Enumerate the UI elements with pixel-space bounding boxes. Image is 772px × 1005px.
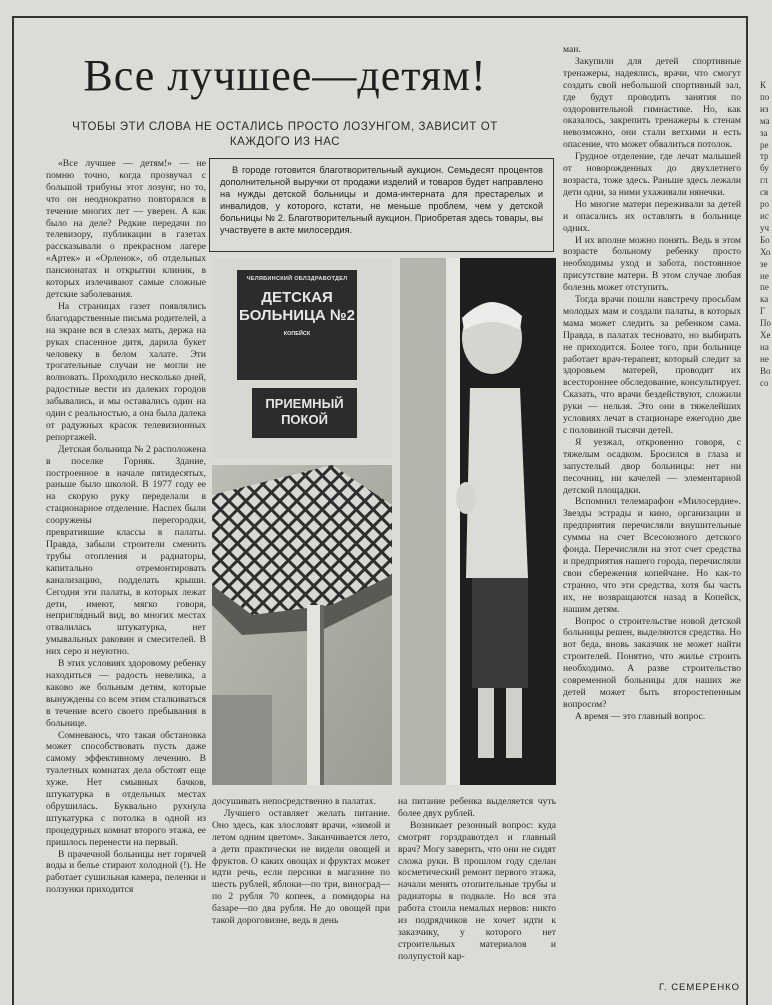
paragraph: Закупили для детей спортивные тренажеры, надеялись, врачи, что смогут создать свой небольшой спортивный зал, где будут проводить занятия по оздоровительной гимнастике. Но, как оказалось, закрепить тренажеры к стенам невозможно, они стали ветхими и есть опасение, что может обвалиться потолок. (563, 55, 741, 151)
paragraph: На страницах газет появлялись благодарственные письма родителей, а на экране вся в слезах мать, держа на руках спасенное дитя, дарила букет человеку в белом халате. Эти трогательные случаи не могли не волновать. Проходило несколько дней, радостные вести из далеких городов забывались, и мы оставались один на один с реальностью, а она была далека от радужных красок телевизионных репортажей. (46, 300, 206, 443)
article-column-4 (563, 44, 741, 974)
paragraph: Вспомнил телемарафон «Милосердие». Звезды эстрады и кино, организации и предприятия перечисляли внушительные суммы на счет Всесоюзного детского фонда. Перечисляли на этот счет средства и предприятия нашего города, перечисляли свои сбережения копейчане. Но как-то странно, что эти средства, хотя бы часть их, не возвращаются назад в Копейск, нашим детям. (563, 496, 741, 615)
paragraph: Сомневаюсь, что такая обстановка может способствовать пусть даже самому эффективному лечению. В туалетных комнатах дела обстоят еще хуже. Нет смывных бачков, штукатурка в отдельных местах обрушилась. Буквально рухнула штукатурка с потолка в одной из процедурных комнат второго этажа, ее пришлось перенести на первый. (46, 729, 206, 848)
paragraph: А время — это главный вопрос. (575, 710, 706, 722)
paragraph: В прачечной больницы нет горячей воды и белье стирают холодной (!). Не работает сушильная камера, пеленки и ползунки приходится (46, 848, 206, 896)
photo-broken-ceiling (212, 465, 392, 785)
paragraph: досушивать непосредственно в палатах. (212, 796, 376, 807)
paragraph: Тогда врачи пошли навстречу просьбам молодых мам и создали палаты, в которых мама может следить за ребенком сама. Правда, в палатах тесновато, но выбирать не приходится. Более того, при больнице работает врач-терапевт, который следит за здоровьем матерей, проводит их всестороннее обследование, консультирует. Сказать, что врачи бездействуют, сложили руки — нельзя. Это они в тяжелейших условиях лечат в стационаре ежегодно две с половиной тысячи детей. (563, 294, 741, 436)
paragraph: В этих условиях здоровому ребенку находиться — радость невелика, а каково же больным детям, которые вынуждены со всем этим сталкиваться в течение всего своего пребывания в больнице. (46, 658, 206, 729)
article-column-3 (398, 796, 556, 1003)
paragraph: «Все лучшее — детям!» — не помню точно, когда прозвучал с большой трибуны этот лозунг, но то, что он неоднократно повторялся в течение многих лет — уверен. А как было на деле? Редкие передачи по телевизору, публикации в газетах рассказывали о прекрасном лагере «Артек» и «Орленок», об отдельных пансионатах и открытии клиник, в которых излечивают самые сложные детские заболевания. (46, 158, 206, 300)
top-rule (12, 16, 748, 18)
paragraph: Детская больница № 2 расположена в поселке Горняк. Здание, построенное в начале пятидесятых, раньше было школой. В 1977 году ее на скорую руку переделали в стационарное отделение. Наспех были сооружены перегородки, превратившие классы в палаты. Правда, забыли строители сменить трубы отопления и радиаторы, капитально отремонтировать канализацию, подделать крыши. Сегодня эти палаты, в которых лежат дети, имеют, мягко говоря, непригля́дный вид, во многих местах отвалилась штукатурка, нет умывальных раковин и смесителей. В них серо и неуютно. (46, 443, 206, 658)
article-column-2 (212, 796, 390, 1003)
adjacent-article-fragment: К по из ма за ре тр бу гл св ро ис уч Бо Хо зе не пе ка Г По Хе на не Во со (760, 80, 771, 388)
subheadline: ЧТОБЫ ЭТИ СЛОВА НЕ ОСТАЛИСЬ ПРОСТО ЛОЗУНГОМ, ЗАВИСИТ ОТ КАЖДОГО ИЗ НАС (72, 121, 498, 148)
photo-hospital-sign (212, 258, 392, 458)
paragraph: на питание ребенка выделяется чуть более двух рублей. (398, 796, 556, 819)
left-rule (12, 16, 14, 1005)
sign-small-text: ЧЕЛЯБИНСКИЙ ОБЛЗДРАВОТДЕЛ (246, 276, 348, 282)
reception-sign-text: ПРИЕМНЫЙ ПОКОЙ (265, 396, 344, 427)
right-rule (746, 16, 748, 1005)
headline: Все лучшее—детям! (83, 51, 487, 100)
sign-city-text: КОПЕЙСК (283, 331, 311, 337)
paragraph: ман. (563, 44, 581, 55)
sign-main-text: ДЕТСКАЯ БОЛЬНИЦА №2 (238, 289, 355, 324)
paragraph: Грудное отделение, где лечат малышей от новорожденных до двухлетнего возраста, тоже здесь. Раньше здесь лежали дети одни, за ними ухаживали нянечки. (563, 151, 741, 198)
notice-text: В городе готовится благотворительный аукцион. Семьдесят процентов дополнительной выручки от продажи изделий и товаров будет направлено на нужды детской больницы и дома-интерната для престарелых и инвалидов, у которого, кстати, не меньше проблем, чем у детской больницы № 2. Благотворительный аукцион. Приобретая здесь товары, вы участвуете в акте милосердия. (220, 165, 543, 235)
author-byline: Г. СЕМЕРЕНКО (658, 982, 740, 993)
paragraph: Лучшего оставляет желать питание. Оно здесь, как злословят врачи, «зимой и летом одним цветом». Заканчивается лето, а дети практически не видели овощей и фруктов. О каких овощах и фруктах может идти речь, если персики в магазине по шесть рублей, яблоки—по три, виноград—по 2 рубля 70 копеек, а помидоры на базаре—по два рубля. Не до овощей при такой дороговизне, ведь в день (212, 807, 390, 927)
reception-sign-plate (252, 388, 357, 438)
paragraph: Но многие матери переживали за детей и опасались их оставлять в больнице одних. (563, 198, 741, 234)
photo-child-at-door (400, 258, 556, 785)
paragraph: Вопрос о строительстве новой детской больницы решен, выделяются средства. Но вот беда, вновь заказчик не может найти строителей. Понятно, что жилье строить необходимо. А разве строительство современной больницы для наших же детей может быть второстепенным вопросом? (563, 615, 741, 710)
auction-notice-box (209, 158, 554, 252)
child-illustration (400, 258, 556, 785)
hospital-sign-plate (237, 270, 357, 380)
paragraph: Возникает резонный вопрос: куда смотрят горздравотдел и главный врач? Могу заверить, что они не сидят сложа руки. В прошлом году сделан косметический ремонт первого этажа, начали менять отопительные трубы и радиаторы в подвале. Но вся эта работа стоила немалых нервов: никто из подрядчиков не хочет идти к заказчику, у которого нет строительных материалов и полупустой кар- (398, 819, 556, 962)
ceiling-illustration (212, 465, 392, 785)
paragraph: И их вполне можно понять. Ведь в этом возрасте больному ребенку просто необходимы уход и забота, постоянное присутствие матери. В этом случае любая болезнь может отступить. (563, 234, 741, 294)
paragraph: Я уезжал, откровенно говоря, с тяжелым осадком. Бросился в глаза и запустелый двор больницы: нет ни песочниц, ни качелей — элементарной детской площадки. (563, 436, 741, 496)
article-column-1 (46, 158, 206, 1003)
